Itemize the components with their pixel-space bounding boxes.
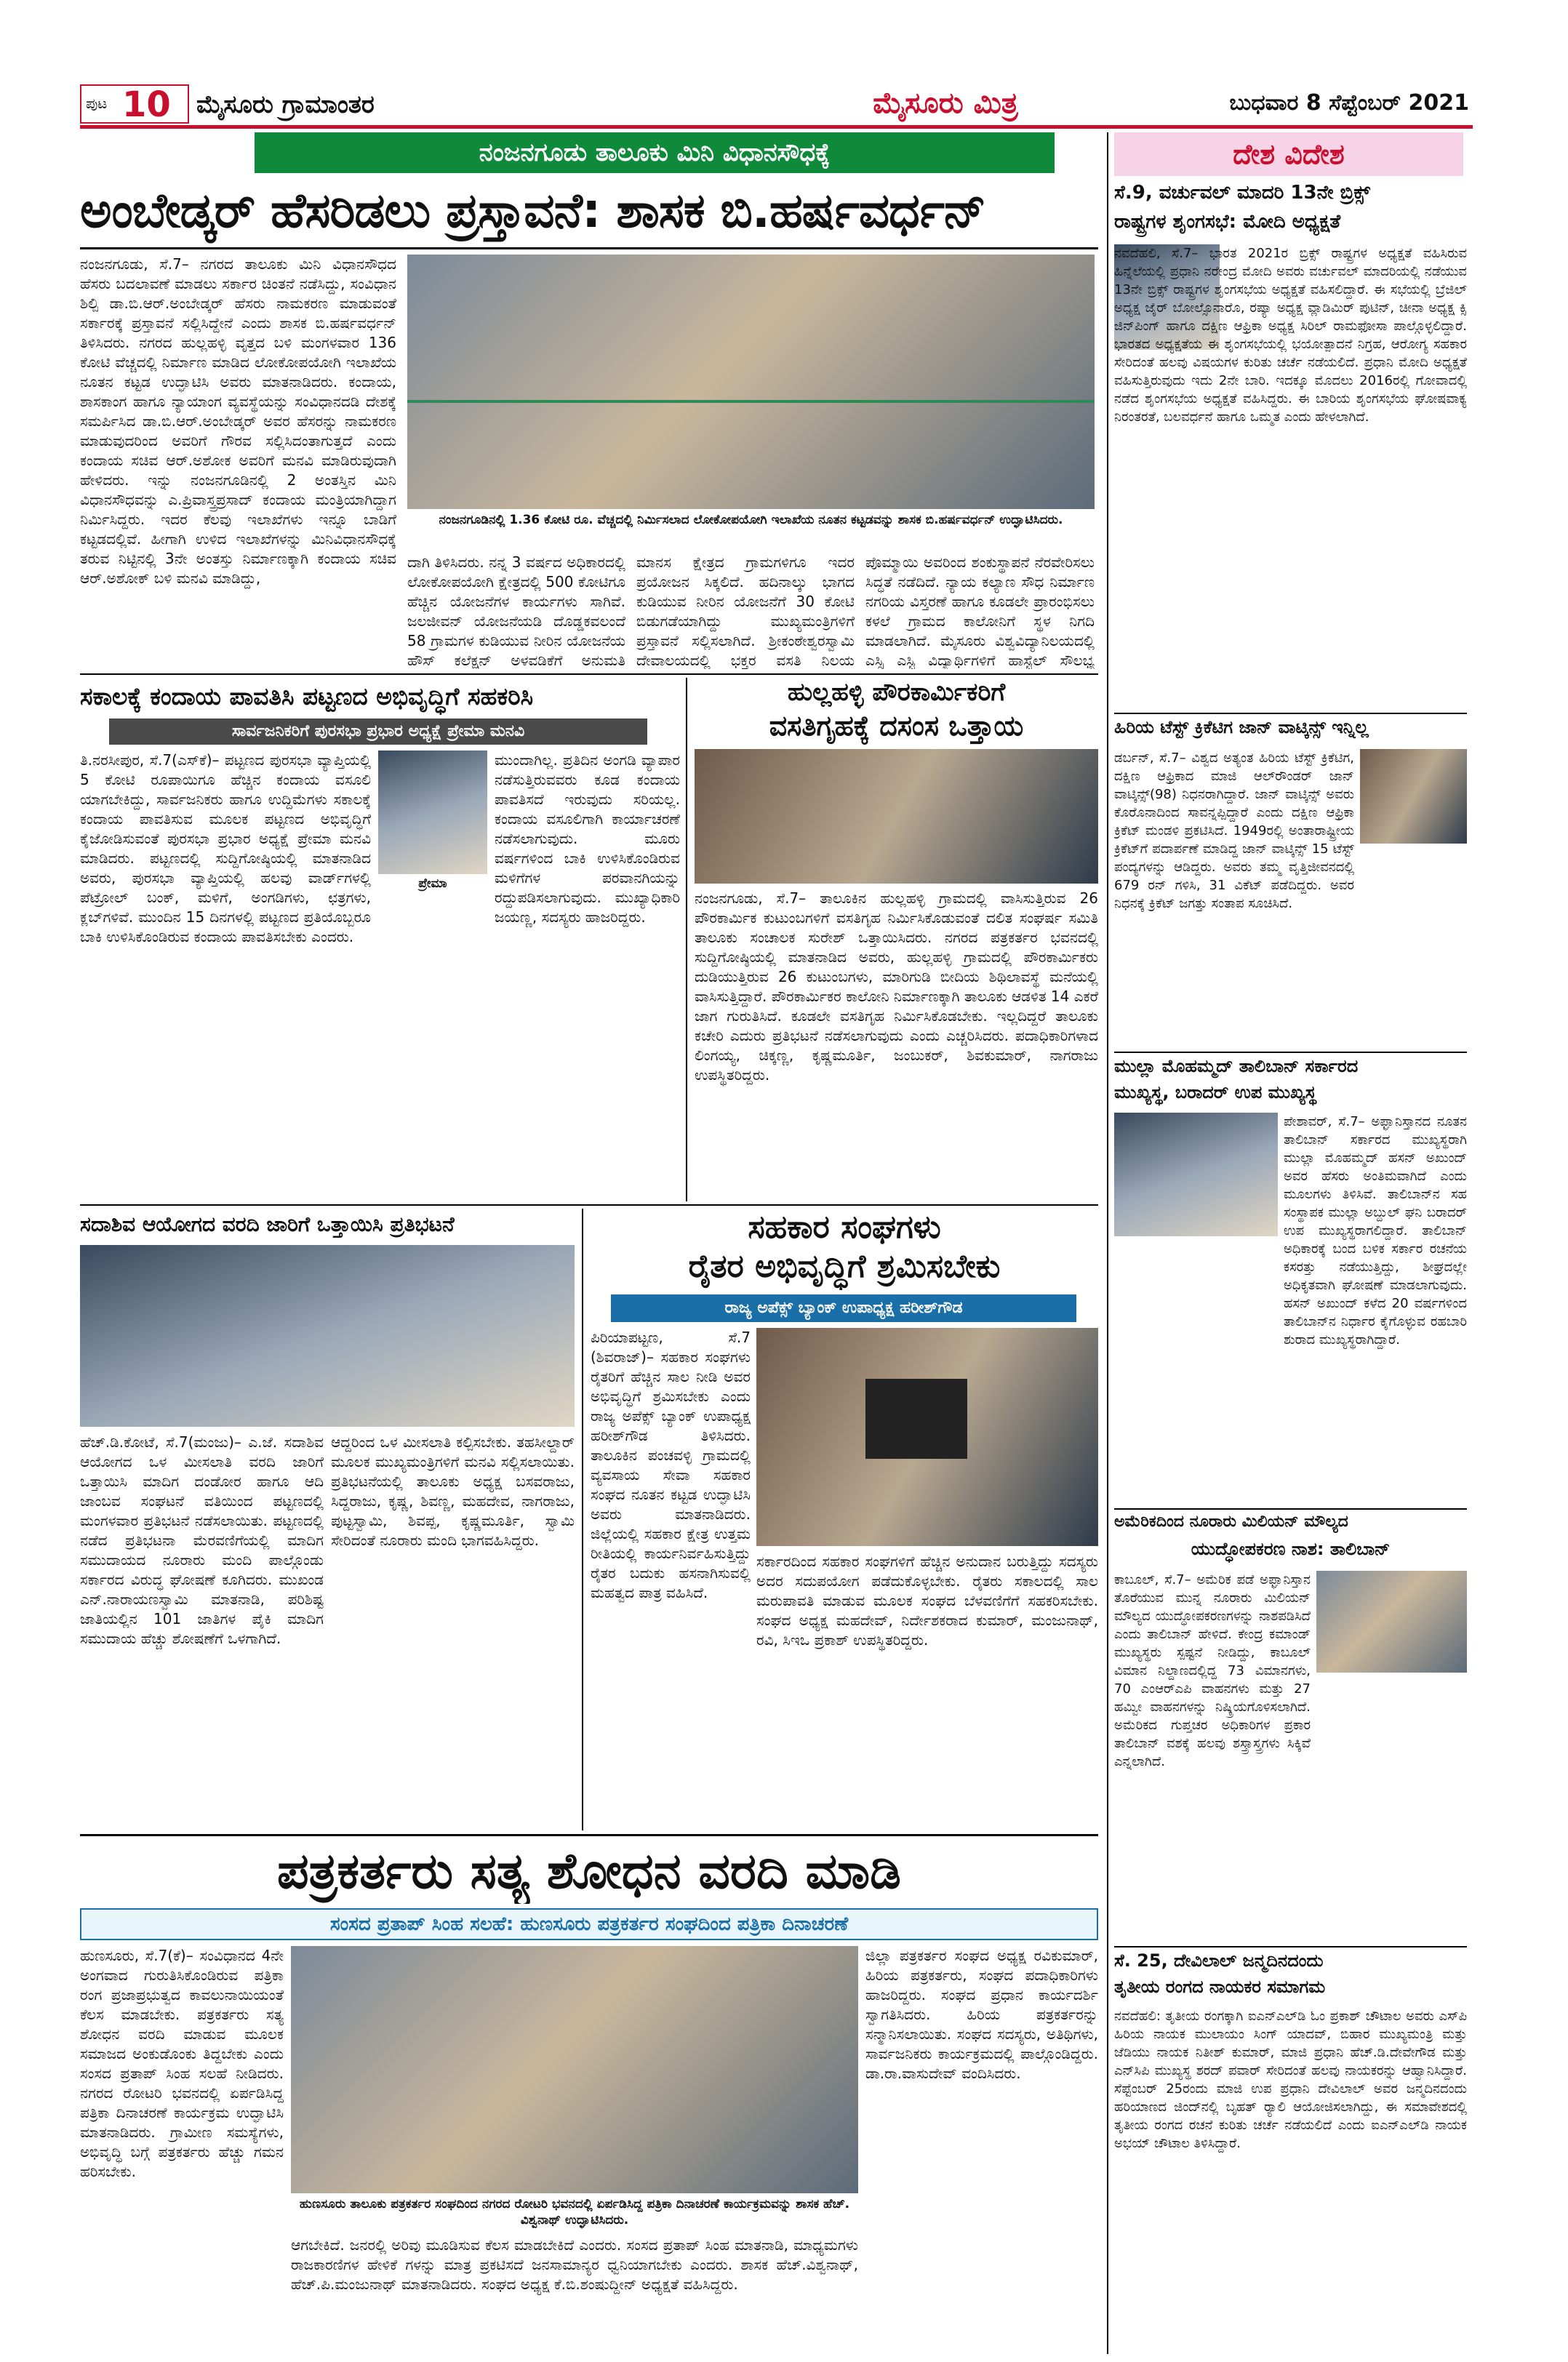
bottom-col1: ಹುಣಸೂರು, ಸೆ.7(ಕೆ)– ಸಂವಿಧಾನದ 4ನೇ ಅಂಗವಾದ ಗುರುತಿಸಿಕೊಂಡಿರುವ ಪತ್ರಿಕಾ ರಂಗ ಪ್ರಜಾಪ್ರಭುತ್ವದ ಕಾವಲುನಾಯಿಯಂತೆ ಕೆಲಸ ಮಾಡಬೇಕು. ಪತ್ರಕರ್ತರು ಸತ್ಯ ಶೋಧನ ವರದಿ ಮಾಡುವ ಮೂಲಕ ಸಮಾಜದ ಅಂಕುಡೊಂಕು ತಿದ್ದಬೇಕು ಎಂದು ಸಂಸದ ಪ್ರತಾಪ್ ಸಿಂಹ ಸಲಹೆ ನೀಡಿದರು. ನಗರದ ರೋಟರಿ ಭವನದಲ್ಲಿ ಏರ್ಪಡಿಸಿದ್ದ ಪತ್ರಿಕಾ ದಿನಾಚರಣೆ ಕಾರ್ಯಕ್ರಮ ಉದ್ಘಾಟಿಸಿ ಮಾತನಾಡಿದರು. ಗ್ರಾಮೀಣ ಸಮಸ್ಯೆಗಳು, ಅಭಿವೃದ್ಧಿ ಬಗ್ಗೆ ಪತ್ರಕರ್ತರು ಹೆಚ್ಚು ಗಮನ ಹರಿಸಬೇಕು. bbox=[80, 1947, 284, 2180]
sidebar-s1-body: ನವದೆಹಲಿ, ಸೆ.7– ಭಾರತ 2021ರ ಬ್ರಿಕ್ಸ್ ರಾಷ್ಟ್ರಗಳ ಅಧ್ಯಕ್ಷತೆ ವಹಿಸಿರುವ ಹಿನ್ನೆಲೆಯಲ್ಲಿ ಪ್ರಧಾನಿ ನರೇಂದ್ರ ಮೋದಿ ಅವರು ವರ್ಚುವಲ್ ಮಾದರಿಯಲ್ಲಿ ನಡೆಯುವ 13ನೇ ಬ್ರಿಕ್ಸ್ ರಾಷ್ಟ್ರಗಳ ಶೃಂಗಸಭೆಯ ಅಧ್ಯಕ್ಷತೆ ವಹಿಸಲಿದ್ದಾರೆ. ಈ ಸಭೆಯಲ್ಲಿ ಬ್ರೆಜಿಲ್ ಅಧ್ಯಕ್ಷ ಜೈರ್ ಬೋಲ್ಸೊನಾರೊ, ರಷ್ಯಾ ಅಧ್ಯಕ್ಷ ವ್ಲಾಡಿಮಿರ್ ಪುಟಿನ್, ಚೀನಾ ಅಧ್ಯಕ್ಷ ಕ್ಸಿ ಜಿನ್‌ಪಿಂಗ್ ಹಾಗೂ ದಕ್ಷಿಣ ಆಫ್ರಿಕಾ ಅಧ್ಯಕ್ಷ ಸಿರಿಲ್ ರಾಮಫೋಸಾ ಪಾಲ್ಗೊಳ್ಳಲಿದ್ದಾರೆ. ಭಾರತದ ಅಧ್ಯಕ್ಷತೆಯ ಈ ಶೃಂಗಸಭೆಯಲ್ಲಿ ಭಯೋತ್ಪಾದನೆ ನಿಗ್ರಹ, ಆರೋಗ್ಯ ಸಹಕಾರ ಸೇರಿದಂತೆ ಹಲವು ವಿಷಯಗಳ ಕುರಿತು ಚರ್ಚೆ ನಡೆಯಲಿದೆ. ಪ್ರಧಾನಿ ಮೋದಿ ಅಧ್ಯಕ್ಷತೆ ವಹಿಸುತ್ತಿರುವುದು ಇದು 2ನೇ ಬಾರಿ. ಇದಕ್ಕೂ ಮೊದಲು 2016ರಲ್ಲಿ ಗೋವಾದಲ್ಲಿ ನಡೆದ ಶೃಂಗಸಭೆಯ ಅಧ್ಯಕ್ಷತೆ ವಹಿಸಿದ್ದರು. ಈ ಬಾರಿಯ ಶೃಂಗಸಭೆಯ ಘೋಷವಾಕ್ಯ ನಿರಂತರತೆ, ಬಲವರ್ಧನೆ ಹಾಗೂ ಒಮ್ಮತ ಎಂದು ಹೇಳಲಾಗಿದೆ. bbox=[1114, 246, 1467, 425]
lead-col2: ದಾಗಿ ತಿಳಿಸಿದರು. ನನ್ನ 3 ವರ್ಷದ ಅಧಿಕಾರದಲ್ಲಿ ಲೋಕೋಪಯೋಗಿ ಕ್ಷೇತ್ರದಲ್ಲಿ 500 ಕೋಟಿಗೂ ಹೆಚ್ಚಿನ ಯೋಜನೆಗಳ ಕಾರ್ಯಗಳು ಸಾಗಿವೆ. ಜಲಜೀವನ್ ಯೋಜನೆಯಡಿ ದೊಡ್ಡಕವಲಂದೆ 58 ಗ್ರಾಮಗಳ ಕುಡಿಯುವ ನೀರಿನ ಯೋಜನೆಯ ಹೌಸ್ ಕಲೆಕ್ಷನ್ ಅಳವಡಿಕೆಗೆ ಅನುಮತಿ bbox=[407, 553, 625, 669]
story-left2-body2: ಆದ್ದರಿಂದ ಒಳ ಮೀಸಲಾತಿ ಕಲ್ಪಿಸಬೇಕು. ತಹಸೀಲ್ದಾರ್ ಮೂಲಕ ಮುಖ್ಯಮಂತ್ರಿಗಳಿಗೆ ಮನವಿ ಸಲ್ಲಿಸಲಾಯಿತು. ಪ್ರತಿಭಟನೆಯಲ್ಲಿ ತಾಲೂಕು ಅಧ್ಯಕ್ಷ ಬಸವರಾಜು, ಸಿದ್ದರಾಜು, ಕೃಷ್ಣ, ಶಿವಣ್ಣ, ಮಹದೇವ, ನಾಗರಾಜು, ಪುಟ್ಟಸ್ವಾಮಿ, ಶಿವಪ್ಪ, ಕೃಷ್ಣಮೂರ್ತಿ, ಸ್ವಾಮಿ ಸೇರಿದಂತೆ ನೂರಾರು ಮಂದಿ ಭಾಗವಹಿಸಿದ್ದರು. bbox=[331, 1433, 575, 1549]
premala-portrait-caption: ಪ್ರೇಮಾ bbox=[418, 876, 447, 891]
sidebar-div-2 bbox=[1114, 1052, 1467, 1053]
sidebar-banner: ದೇಶ ವಿದೇಶ bbox=[1114, 132, 1463, 176]
story-mid1-headline-l1: ಹುಲ್ಲಹಳ್ಳಿ ಪೌರಕಾರ್ಮಿಕರಿಗೆ bbox=[787, 678, 1006, 707]
sidebar-s2-body: ಡರ್ಬನ್, ಸೆ.7– ವಿಶ್ವದ ಅತ್ಯಂತ ಹಿರಿಯ ಟೆಸ್ಟ್ ಕ್ರಿಕೆಟಿಗ, ದಕ್ಷಿಣ ಆಫ್ರಿಕಾದ ಮಾಜಿ ಆಲ್‌ರೌಂಡರ್ ಜಾನ್ ವಾಟ್ಕಿನ್ಸ್(98) ನಿಧನರಾಗಿದ್ದಾರೆ. ಜಾನ್ ವಾಟ್ಕಿನ್ಸ್ ಅವರು ಕೊರೊನಾದಿಂದ ಸಾವನ್ನಪ್ಪಿದ್ದಾರೆ ಎಂದು ದಕ್ಷಿಣ ಆಫ್ರಿಕಾ ಕ್ರಿಕೆಟ್ ಮಂಡಳಿ ಪ್ರಕಟಿಸಿದೆ. 1949ರಲ್ಲಿ ಅಂತಾರಾಷ್ಟ್ರೀಯ ಕ್ರಿಕೆಟ್‌ಗೆ ಪದಾರ್ಪಣೆ ಮಾಡಿದ್ದ ಜಾನ್ ವಾಟ್ಕಿನ್ಸ್ 15 ಟೆಸ್ಟ್ ಪಂದ್ಯಗಳನ್ನು ಆಡಿದ್ದರು. ಅವರು ತಮ್ಮ ವೃತ್ತಿಜೀವನದಲ್ಲಿ 679 ರನ್ ಗಳಿಸಿ, 31 ವಿಕೆಟ್ ಪಡೆದಿದ್ದರು. ಅವರ ನಿಧನಕ್ಕೆ ಕ್ರಿಕೆಟ್ ಜಗತ್ತು ಸಂತಾಪ ಸೂಚಿಸಿದೆ. bbox=[1114, 750, 1354, 911]
bottom-photo bbox=[291, 1946, 858, 2193]
story-left1-body2: ಮುಂದಾಗಿಲ್ಲ. ಪ್ರತಿದಿನ ಅಂಗಡಿ ವ್ಯಾಪಾರ ನಡೆಸುತ್ತಿರುವವರು ಕೂಡ ಕಂದಾಯ ಪಾವತಿಸದೆ ಇರುವುದು ಸರಿಯಲ್ಲ. ಕಂದಾಯ ವಸೂಲಿಗಾಗಿ ಕಾರ್ಯಾಚರಣೆ ನಡೆಸಲಾಗುವುದು. ಮೂರು ವರ್ಷಗಳಿಂದ ಬಾಕಿ ಉಳಿಸಿಕೊಂಡಿರುವ ಮಳಿಗೆಗಳ ಪರವಾನಗಿಯನ್ನು ರದ್ದುಪಡಿಸಲಾಗುವುದು. ಮುಖ್ಯಾಧಿಕಾರಿ ಜಯಣ್ಣ, ಸದಸ್ಯರು ಹಾಜರಿದ್ದರು. bbox=[495, 751, 680, 926]
page-number-box bbox=[80, 84, 189, 124]
page-label: ಪುಟ bbox=[86, 95, 108, 112]
lead-col3: ಮಾನಸ ಕ್ಷೇತ್ರದ ಗ್ರಾಮಗಳಿಗೂ ಇದರ ಪ್ರಯೋಜನ ಸಿಕ್ಕಲಿದೆ. ಹದಿನಾಲ್ಕು ಭಾಗದ ಕುಡಿಯುವ ನೀರಿನ ಯೋಜನೆಗೆ 30 ಕೋಟಿ ಬಿಡುಗಡೆಯಾಗಿದ್ದು ಮುಖ್ಯಮಂತ್ರಿಗಳಿಗೆ ಪ್ರಸ್ತಾವನೆ ಸಲ್ಲಿಸಲಾಗಿದೆ. ಶ್ರೀಕಂಠೇಶ್ವರಸ್ವಾಮಿ ದೇವಾಲಯದಲ್ಲಿ ಭಕ್ತರ ವಸತಿ ನಿಲಯ bbox=[636, 553, 855, 669]
story-left2-headline: ಸದಾಶಿವ ಆಯೋಗದ ವರದಿ ಜಾರಿಗೆ ಒತ್ತಾಯಿಸಿ ಪ್ರತಿಭಟನೆ bbox=[80, 1212, 455, 1236]
sidebar-s3-body: ಪೇಶಾವರ್, ಸೆ.7– ಅಫ್ಘಾನಿಸ್ತಾನದ ನೂತನ ತಾಲಿಬಾನ್ ಸರ್ಕಾರದ ಮುಖ್ಯಸ್ಥರಾಗಿ ಮುಲ್ಲಾ ಮೊಹಮ್ಮದ್ ಹಸನ್ ಅಖುಂದ್ ಅವರ ಹೆಸರು ಅಂತಿಮವಾಗಿದೆ ಎಂದು ಮೂಲಗಳು ತಿಳಿಸಿವೆ. ತಾಲಿಬಾನ್‌ನ ಸಹ ಸಂಸ್ಥಾಪಕ ಮುಲ್ಲಾ ಅಬ್ದುಲ್ ಘನಿ ಬರಾದರ್ ಉಪ ಮುಖ್ಯಸ್ಥರಾಗಲಿದ್ದಾರೆ. ತಾಲಿಬಾನ್ ಅಧಿಕಾರಕ್ಕೆ ಬಂದ ಬಳಿಕ ಸರ್ಕಾರ ರಚನೆಯ ಕಸರತ್ತು ನಡೆಯುತ್ತಿದ್ದು, ಶೀಘ್ರದಲ್ಲೇ ಅಧಿಕೃತವಾಗಿ ಘೋಷಣೆ ಮಾಡಲಾಗುವುದು. ಹಸನ್ ಅಖುಂದ್ ಕಳೆದ 20 ವರ್ಷಗಳಿಂದ ತಾಲಿಬಾನ್‌ನ ನಿರ್ಧಾರ ಕೈಗೊಳ್ಳುವ ರಹಬಾರಿ ಶುರಾದ ಮುಖ್ಯಸ್ಥರಾಗಿದ್ದಾರೆ. bbox=[1284, 1114, 1467, 1348]
sidebar-s2-headline: ಹಿರಿಯ ಟೆಸ್ಟ್ ಕ್ರಿಕೆಟಿಗ ಜಾನ್ ವಾಟ್ಕಿನ್ಸ್ ಇನ್ನಿಲ್ಲ bbox=[1114, 717, 1369, 737]
bottom-photo-caption: ಹುಣಸೂರು ತಾಲೂಕು ಪತ್ರಕರ್ತರ ಸಂಘದಿಂದ ನಗರದ ರೋಟರಿ ಭವನದಲ್ಲಿ ಏರ್ಪಡಿಸಿದ್ದ ಪತ್ರಿಕಾ ದಿನಾಚರಣೆ ಕಾರ್ಯಕ್ರಮವನ್ನು ಶಾಸಕ ಹೆಚ್. ವಿಶ್ವನಾಥ್ ಉದ್ಘಾಟಿಸಿದರು. bbox=[299, 2197, 850, 2227]
page-number: 10 bbox=[122, 84, 171, 124]
story-left1-headline: ಸಕಾಲಕ್ಕೆ ಕಂದಾಯ ಪಾವತಿಸಿ ಪಟ್ಟಣದ ಅಭಿವೃದ್ಧಿಗೆ ಸಹಕರಿಸಿ bbox=[80, 682, 534, 710]
lead-photo-caption: ನಂಜನಗೂಡಿನಲ್ಲಿ 1.36 ಕೋಟಿ ರೂ. ವೆಚ್ಚದಲ್ಲಿ ನಿರ್ಮಿಸಲಾದ ಲೋಕೋಪಯೋಗಿ ಇಲಾಖೆಯ ನೂತನ ಕಟ್ಟಡವನ್ನು ಶಾಸಕ ಬಿ.ಹರ್ಷವರ್ಧನ್ ಉದ್ಘಾಟಿಸಿದರು. bbox=[439, 513, 1063, 527]
masthead bbox=[80, 84, 1473, 124]
sidebar-s5-headline-l1: ಸೆ. 25, ದೇವಿಲಾಲ್ ಜನ್ಮದಿನದಂದು bbox=[1114, 1950, 1324, 1971]
divider-mid bbox=[80, 1204, 1098, 1206]
bottom-col3: ಜಿಲ್ಲಾ ಪತ್ರಕರ್ತರ ಸಂಘದ ಅಧ್ಯಕ್ಷ ರವಿಕುಮಾರ್, ಹಿರಿಯ ಪತ್ರಕರ್ತರು, ಸಂಘದ ಪದಾಧಿಕಾರಿಗಳು ಹಾಜರಿದ್ದರು. ಸಂಘದ ಪ್ರಧಾನ ಕಾರ್ಯದರ್ಶಿ ಸ್ವಾಗತಿಸಿದರು. ಹಿರಿಯ ಪತ್ರಕರ್ತರನ್ನು ಸನ್ಮಾನಿಸಲಾಯಿತು. ಸಂಘದ ಸದಸ್ಯರು, ಅತಿಥಿಗಳು, ಸಾರ್ವಜನಿಕರು ಕಾರ್ಯಕ್ರಮದಲ್ಲಿ ಪಾಲ್ಗೊಂಡಿದ್ದರು. ಡಾ.ರಾ.ವಾಸುದೇವ್ ವಂದಿಸಿದರು. bbox=[865, 1947, 1098, 2082]
premala-portrait bbox=[378, 750, 487, 874]
section-title: ಮೈಸೂರು ಗ್ರಾಮಾಂತರ bbox=[196, 90, 375, 119]
masthead-rule bbox=[80, 125, 1473, 129]
story-left1-subhead: ಸಾರ್ವಜನಿಕರಿಗೆ ಪುರಸಭಾ ಪ್ರಭಾರ ಅಧ್ಯಕ್ಷೆ ಪ್ರೇಮಾ ಮನವಿ bbox=[109, 718, 647, 745]
sidebar-s4-headline-l1: ಅಮೆರಿಕದಿಂದ ನೂರಾರು ಮಿಲಿಯನ್ ಮೌಲ್ಯದ bbox=[1114, 1513, 1348, 1531]
divider-bottom bbox=[80, 1834, 1098, 1836]
lead-kicker: ನಂಜನಗೂಡು ತಾಲೂಕು ಮಿನಿ ವಿಧಾನಸೌಧಕ್ಕೆ bbox=[255, 132, 1055, 173]
lead-col4-visible: ಪೊಮ್ಮಾಯಿ ಅವರಿಂದ ಶಂಕುಸ್ಥಾಪನೆ ನೆರವೇರಿಸಲು ಸಿದ್ಧತೆ ನಡೆದಿದೆ. ನ್ಯಾಯ ಕಲ್ಯಾಣ ಸೌಧ ನಿರ್ಮಾಣ ನಗರಿಯ ವಿಸ್ತರಣೆ ಹಾಗೂ ಕೂಡಲೇ ಪ್ರಾರಂಭಿಸಲು ಕಳಲೆ ಗ್ರಾಮದ ಕಾಲೋನಿಗೆ ಸ್ಥಳ ನಿಗದಿ ಮಾಡಲಾಗಿದೆ. ಮೈಸೂರು ವಿಶ್ವವಿದ್ಯಾನಿಲಯದಲ್ಲಿ ಎಸ್ಸಿ ಎಸ್ಟಿ ವಿದ್ಯಾರ್ಥಿಗಳಿಗೆ ಹಾಸ್ಟೆಲ್ ಸೌಲಭ್ಯ bbox=[865, 553, 1095, 669]
lead-col1: ನಂಜನಗೂಡು, ಸೆ.7– ನಗರದ ತಾಲೂಕು ಮಿನಿ ವಿಧಾನಸೌಧದ ಹೆಸರು ಬದಲಾವಣೆ ಮಾಡಲು ಸರ್ಕಾರ ಚಿಂತನೆ ನಡೆಸಿದ್ದು, ಸಂವಿಧಾನ ಶಿಲ್ಪಿ ಡಾ.ಬಿ.ಆರ್.ಅಂಬೇಡ್ಕರ್ ಹೆಸರು ನಾಮಕರಣ ಮಾಡುವಂತೆ ಸರ್ಕಾರಕ್ಕೆ ಪ್ರಸ್ತಾವನೆ ಸಲ್ಲಿಸಿದ್ದೇನೆ ಎಂದು ಶಾಸಕ ಬಿ.ಹರ್ಷವರ್ಧನ್ ತಿಳಿಸಿದರು. ನಗರದ ಹುಲ್ಲಹಳ್ಳಿ ವೃತ್ತದ ಬಳಿ ಮಂಗಳವಾರ 136 ಕೋಟಿ ವೆಚ್ಚದಲ್ಲಿ ನಿರ್ಮಾಣ ಮಾಡಿದ ಲೋಕೋಪಯೋಗಿ ಇಲಾಖೆಯ ನೂತನ ಕಟ್ಟಡ ಉದ್ಘಾಟಿಸಿ ಅವರು ಮಾತನಾಡಿದರು. ಕಂದಾಯ, ಶಾಸಕಾಂಗ ಹಾಗೂ ನ್ಯಾಯಾಂಗ ವ್ಯವಸ್ಥೆಯನ್ನು ಸಂವಿಧಾನದಡಿ ದೇಶಕ್ಕೆ ಸಮರ್ಪಿಸಿದ ಡಾ.ಬಿ.ಆರ್.ಅಂಬೇಡ್ಕರ್ ಅವರ ಹೆಸರನ್ನು ನಾಮಕರಣ ಮಾಡುವುದರಿಂದ ಅವರಿಗೆ ಗೌರವ ಸಲ್ಲಿಸಿದಂತಾಗುತ್ತದೆ ಎಂದು ಕಂದಾಯ ಸಚಿವ ಆರ್.ಅಶೋಕ ಅವರಿಗೆ ಮನವಿ ಮಾಡಿರುವುದಾಗಿ ಹೇಳಿದರು. ಇನ್ನು ನಂಜನಗೂಡಿನಲ್ಲಿ 2 ಅಂತಸ್ತಿನ ಮಿನಿ ವಿಧಾನಸೌಧವನ್ನು ಎ.ಪ್ರಿವಾಸ್ತ್ರಪ್ರಸಾದ್ ಕಂದಾಯ ಮಂತ್ರಿಯಾಗಿದ್ದಾಗ ನಿರ್ಮಿಸಿದ್ದರು. ಇದರ ಕೆಲವು ಇಲಾಖೆಗಳು ಇನ್ನೂ ಬಾಡಿಗೆ ಕಟ್ಟಡದಲ್ಲಿವೆ. ಹೀಗಾಗಿ ಉಳಿದ ಇಲಾಖೆಗಳನ್ನು ಮಿನಿವಿಧಾನಸೌಧಕ್ಕೆ ತರುವ ನಿಟ್ಟಿನಲ್ಲಿ 3ನೇ ಅಂತಸ್ತು ನಿರ್ಮಾಣಕ್ಕಾಗಿ ಕಂದಾಯ ಸಚಿವ ಆರ್.ಅಶೋಕ್ ಬಳಿ ಮನವಿ ಮಾಡಿದ್ದು, bbox=[80, 255, 396, 587]
sidebar-s5-headline-l2: ತೃತೀಯ ರಂಗದ ನಾಯಕರ ಸಮಾಗಮ bbox=[1114, 1977, 1326, 1997]
taliban-photo bbox=[1114, 1113, 1278, 1236]
lead-photo bbox=[407, 255, 1095, 509]
story-mid1-headline-l2: ವಸತಿಗೃಹಕ್ಕೆ ದಸಂಸ ಒತ್ತಾಯ bbox=[769, 710, 1024, 742]
protest-photo bbox=[80, 1245, 575, 1427]
story-left2-body1: ಹೆಚ್.ಡಿ.ಕೋಟೆ, ಸೆ.7(ಮಂಜು)– ಎ.ಜೆ. ಸದಾಶಿವ ಆಯೋಗದ ಒಳ ಮೀಸಲಾತಿ ವರದಿ ಜಾರಿಗೆ ಒತ್ತಾಯಿಸಿ ಮಾದಿಗ ದಂಡೋರ ಹಾಗೂ ಆದಿ ಜಾಂಬವ ಸಂಘಟನೆ ವತಿಯಿಂದ ಪಟ್ಟಣದಲ್ಲಿ ಮಂಗಳವಾರ ಪ್ರತಿಭಟನೆ ನಡೆಸಲಾಯಿತು. ಪಟ್ಟಣದಲ್ಲಿ ನಡೆದ ಪ್ರತಿಭಟನಾ ಮೆರವಣಿಗೆಯಲ್ಲಿ ಮಾದಿಗ ಸಮುದಾಯದ ನೂರಾರು ಮಂದಿ ಪಾಲ್ಗೊಂಡು ಸರ್ಕಾರದ ವಿರುದ್ಧ ಘೋಷಣೆ ಕೂಗಿದರು. ಮುಖಂಡ ಎನ್.ನಾರಾಯಣಸ್ವಾಮಿ ಮಾತನಾಡಿ, ಪರಿಶಿಷ್ಟ ಜಾತಿಯಲ್ಲಿನ 101 ಜಾತಿಗಳ ಪೈಕಿ ಮಾದಿಗ ಸಮುದಾಯ ಹೆಚ್ಚು ಶೋಷಣೆಗೆ ಒಳಗಾಗಿದೆ. bbox=[80, 1433, 324, 1647]
bottom-subhead: ಸಂಸದ ಪ್ರತಾಪ್ ಸಿಂಹ ಸಲಹೆ: ಹುಣಸೂರು ಪತ್ರಕರ್ತರ ಸಂಘದಿಂದ ಪತ್ರಿಕಾ ದಿನಾಚರಣೆ bbox=[80, 1908, 1098, 1940]
story-mid1-photo bbox=[695, 749, 1098, 884]
divider-lead bbox=[80, 673, 1098, 675]
plaque-graphic bbox=[865, 1379, 967, 1459]
col-divider-1 bbox=[686, 678, 687, 1201]
bottom-headline: ಪತ್ರಕರ್ತರು ಸತ್ಯ ಶೋಧನ ವರದಿ ಮಾಡಿ bbox=[277, 1843, 901, 1900]
issue-date: ಬುಧವಾರ 8 ಸೆಪ್ಟೆಂಬರ್ 2021 bbox=[1229, 90, 1469, 116]
story-mid2-headline-l1: ಸಹಕಾರ ಸಂಘಗಳು bbox=[748, 1209, 941, 1246]
lead-rule bbox=[80, 247, 1098, 249]
watkins-portrait bbox=[1360, 749, 1467, 844]
lead-headline: ಅಂಬೇಡ್ಕರ್ ಹೆಸರಿಡಲು ಪ್ರಸ್ತಾವನೆ: ಶಾಸಕ ಬಿ.ಹರ್ಷವರ್ಧನ್ bbox=[80, 183, 986, 239]
aircraft-photo bbox=[1316, 1571, 1467, 1673]
sidebar-s3-headline-l1: ಮುಲ್ಲಾ ಮೊಹಮ್ಮದ್ ತಾಲಿಬಾನ್ ಸರ್ಕಾರದ bbox=[1114, 1056, 1359, 1076]
bottom-col2: ಆಗಬೇಕಿದೆ. ಜನರಲ್ಲಿ ಅರಿವು ಮೂಡಿಸುವ ಕೆಲಸ ಮಾಡಬೇಕಿದೆ ಎಂದರು. ಸಂಸದ ಪ್ರತಾಪ್ ಸಿಂಹ ಮಾತನಾಡಿ, ಮಾಧ್ಯಮಗಳು ರಾಜಕಾರಣಿಗಳ ಹೇಳಿಕೆ ಗಳನ್ನು ಮಾತ್ರ ಪ್ರಕಟಿಸದೆ ಜನಸಾಮಾನ್ಯರ ಧ್ವನಿಯಾಗಬೇಕು ಎಂದರು. ಶಾಸಕ ಹೆಚ್.ವಿಶ್ವನಾಥ್, ಹೆಚ್.ಪಿ.ಮಂಜುನಾಥ್ ಮಾತನಾಡಿದರು. ಸಂಘದ ಅಧ್ಯಕ್ಷ ಕೆ.ಬಿ.ಶಂಷುದ್ದೀನ್ ಅಧ್ಯಕ್ಷತೆ ವಹಿಸಿದ್ದರು. bbox=[291, 2236, 858, 2293]
story-mid2-headline-l2: ರೈತರ ಅಭಿವೃದ್ಧಿಗೆ ಶ್ರಮಿಸಬೇಕು bbox=[688, 1248, 1001, 1285]
story-mid2-subhead: ರಾಜ್ಯ ಅಪೆಕ್ಸ್ ಬ್ಯಾಂಕ್ ಉಪಾಧ್ಯಕ್ಷ ಹರೀಶ್‌ಗೌಡ bbox=[611, 1294, 1076, 1322]
sidebar-s3-headline-l2: ಮುಖ್ಯಸ್ಥ, ಬರಾದರ್ ಉಪ ಮುಖ್ಯಸ್ಥ bbox=[1114, 1082, 1316, 1102]
sidebar-s4-headline-l2: ಯುದ್ಧೋಪಕರಣ ನಾಶ: ತಾಲಿಬಾನ್ bbox=[1191, 1539, 1391, 1559]
sidebar-s5-body: ನವದೆಹಲಿ: ತೃತೀಯ ರಂಗಕ್ಕಾಗಿ ಐಎನ್‌ಎಲ್‌ಡಿ ಓಂ ಪ್ರಕಾಶ್ ಚೌಟಾಲ ಅವರು ಎಸ್‌ಪಿ ಹಿರಿಯ ನಾಯಕ ಮುಲಾಯಂ ಸಿಂಗ್ ಯಾದವ್, ಬಿಹಾರ ಮುಖ್ಯಮಂತ್ರಿ ಮತ್ತು ಜೆಡಿಯು ನಾಯಕ ನಿತೀಶ್ ಕುಮಾರ್, ಮಾಜಿ ಪ್ರಧಾನಿ ಹೆಚ್.ಡಿ.ದೇವೇಗೌಡ ಮತ್ತು ಎನ್‌ಸಿಪಿ ಮುಖ್ಯಸ್ಥ ಶರದ್ ಪವಾರ್ ಸೇರಿದಂತೆ ಹಲವು ನಾಯಕರನ್ನು ಆಹ್ವಾನಿಸಿದ್ದಾರೆ. ಸೆಪ್ಟೆಂಬರ್ 25ರಂದು ಮಾಜಿ ಉಪ ಪ್ರಧಾನಿ ದೇವಿಲಾಲ್ ಅವರ ಜನ್ಮದಿನದಂದು ಹರಿಯಾಣದ ಜಿಂದ್‌ನಲ್ಲಿ ಬೃಹತ್ ರ್‍ಯಾಲಿ ಆಯೋಜಿಸಲಾಗಿದ್ದು, ಈ ಸಮಾವೇಶದಲ್ಲಿ ತೃತೀಯ ರಂಗದ ರಚನೆ ಕುರಿತು ಚರ್ಚೆ ನಡೆಯಲಿದೆ ಎಂದು ಐಎನ್‌ಎಲ್‌ಡಿ ನಾಯಕ ಅಭಯ್ ಚೌಟಾಲ ತಿಳಿಸಿದ್ದಾರೆ. bbox=[1114, 2009, 1467, 2151]
paper-logo: ಮೈಸೂರು ಮಿತ್ರ bbox=[873, 86, 1018, 120]
plaque-photo bbox=[756, 1328, 1098, 1546]
sidebar-div-1 bbox=[1114, 713, 1467, 714]
ribbon-cutting-graphic bbox=[407, 400, 1095, 403]
sidebar-div-3 bbox=[1114, 1508, 1467, 1510]
col-divider-2 bbox=[582, 1209, 583, 1830]
story-mid2-body1: ಪಿರಿಯಾಪಟ್ಟಣ, ಸೆ.7 (ಶಿವರಾಜ್)– ಸಹಕಾರ ಸಂಘಗಳು ರೈತರಿಗೆ ಹೆಚ್ಚಿನ ಸಾಲ ನೀಡಿ ಅವರ ಅಭಿವೃದ್ಧಿಗೆ ಶ್ರಮಿಸಬೇಕು ಎಂದು ರಾಜ್ಯ ಅಪೆಕ್ಸ್ ಬ್ಯಾಂಕ್ ಉಪಾಧ್ಯಕ್ಷ ಹರೀಶ್‌ಗೌಡ ತಿಳಿಸಿದರು. ತಾಲೂಕಿನ ಪಂಚವಳ್ಳಿ ಗ್ರಾಮದಲ್ಲಿ ವ್ಯವಸಾಯ ಸೇವಾ ಸಹಕಾರ ಸಂಘದ ನೂತನ ಕಟ್ಟಡ ಉದ್ಘಾಟಿಸಿ ಅವರು ಮಾತನಾಡಿದರು. ಜಿಲ್ಲೆಯಲ್ಲಿ ಸಹಕಾರ ಕ್ಷೇತ್ರ ಉತ್ತಮ ರೀತಿಯಲ್ಲಿ ಕಾರ್ಯನಿರ್ವಹಿಸುತ್ತಿದ್ದು ರೈತರ ಬದುಕು ಹಸನಾಗಿಸುವಲ್ಲಿ ಮಹತ್ವದ ಪಾತ್ರ ವಹಿಸಿದೆ. bbox=[591, 1329, 751, 1601]
sidebar-div-4 bbox=[1114, 1946, 1467, 1947]
story-mid2-body2: ಸರ್ಕಾರದಿಂದ ಸಹಕಾರ ಸಂಘಗಳಿಗೆ ಹೆಚ್ಚಿನ ಅನುದಾನ ಬರುತ್ತಿದ್ದು ಸದಸ್ಯರು ಅದರ ಸದುಪಯೋಗ ಪಡೆದುಕೊಳ್ಳಬೇಕು. ರೈತರು ಸಕಾಲದಲ್ಲಿ ಸಾಲ ಮರುಪಾವತಿ ಮಾಡುವ ಮೂಲಕ ಸಂಘದ ಬೆಳವಣಿಗೆಗೆ ಸಹಕರಿಸಬೇಕು. ಸಂಘದ ಅಧ್ಯಕ್ಷ ಮಹದೇವ್, ನಿರ್ದೇಶಕರಾದ ಕುಮಾರ್, ಮಂಜುನಾಥ್, ರವಿ, ಸಿಇಒ ಪ್ರಕಾಶ್ ಉಪಸ್ಥಿತರಿದ್ದರು. bbox=[756, 1553, 1098, 1649]
sidebar-s4-body: ಕಾಬೂಲ್, ಸೆ.7– ಅಮೆರಿಕ ಪಡೆ ಅಫ್ಘಾನಿಸ್ತಾನ ತೊರೆಯುವ ಮುನ್ನ ನೂರಾರು ಮಿಲಿಯನ್ ಮೌಲ್ಯದ ಯುದ್ಧೋಪಕರಣಗಳನ್ನು ನಾಶಪಡಿಸಿದೆ ಎಂದು ತಾಲಿಬಾನ್ ಹೇಳಿದೆ. ಕೇಂದ್ರ ಕಮಾಂಡ್ ಮುಖ್ಯಸ್ಥರು ಸ್ಪಷ್ಟನೆ ನೀಡಿದ್ದು, ಕಾಬೂಲ್ ವಿಮಾನ ನಿಲ್ದಾಣದಲ್ಲಿದ್ದ 73 ವಿಮಾನಗಳು, 70 ಎಂಆರ್‌ಎಪಿ ವಾಹನಗಳು ಮತ್ತು 27 ಹಮ್ವೀ ವಾಹನಗಳನ್ನು ನಿಷ್ಕ್ರಿಯಗೊಳಿಸಲಾಗಿದೆ. ಅಮೆರಿಕದ ಗುಪ್ತಚರ ಅಧಿಕಾರಿಗಳ ಪ್ರಕಾರ ತಾಲಿಬಾನ್ ವಶಕ್ಕೆ ಹಲವು ಶಸ್ತ್ರಾಸ್ತ್ರಗಳು ಸಿಕ್ಕಿವೆ ಎನ್ನಲಾಗಿದೆ. bbox=[1114, 1572, 1311, 1769]
sidebar-s1-headline-l2: ರಾಷ್ಟ್ರಗಳ ಶೃಂಗಸಭೆ: ಮೋದಿ ಅಧ್ಯಕ್ಷತೆ bbox=[1114, 211, 1341, 233]
story-mid1-body: ನಂಜನಗೂಡು, ಸೆ.7– ತಾಲೂಕಿನ ಹುಲ್ಲಹಳ್ಳಿ ಗ್ರಾಮದಲ್ಲಿ ವಾಸಿಸುತ್ತಿರುವ 26 ಪೌರಕಾರ್ಮಿಕ ಕುಟುಂಬಗಳಿಗೆ ವಸತಿಗೃಹ ನಿರ್ಮಿಸಿಕೊಡುವಂತೆ ದಲಿತ ಸಂಘರ್ಷ ಸಮಿತಿ ತಾಲೂಕು ಸಂಚಾಲಕ ಸುರೇಶ್ ಒತ್ತಾಯಿಸಿದರು. ನಗರದ ಪತ್ರಕರ್ತರ ಭವನದಲ್ಲಿ ಸುದ್ದಿಗೋಷ್ಠಿಯಲ್ಲಿ ಮಾತನಾಡಿದ ಅವರು, ಹುಲ್ಲಹಳ್ಳಿ ಗ್ರಾಮದಲ್ಲಿ ಪೌರಕಾರ್ಮಿಕರು ದುಡಿಯುತ್ತಿರುವ 26 ಕುಟುಂಬಗಳು, ಮಾರಿಗುಡಿ ಬೀದಿಯ ಶಿಥಿಲಾವಸ್ಥೆ ಮನೆಯಲ್ಲಿ ವಾಸಿಸುತ್ತಿದ್ದಾರೆ. ಪೌರಕಾರ್ಮಿಕರ ಕಾಲೋನಿ ನಿರ್ಮಾಣಕ್ಕಾಗಿ ತಾಲೂಕು ಆಡಳಿತ 14 ಎಕರೆ ಜಾಗ ಗುರುತಿಸಿದೆ. ಕೂಡಲೇ ವಸತಿಗೃಹ ನಿರ್ಮಿಸಿಕೊಡಬೇಕು. ಇಲ್ಲದಿದ್ದರೆ ತಾಲೂಕು ಕಚೇರಿ ಎದುರು ಪ್ರತಿಭಟನೆ ನಡೆಸಲಾಗುವುದು ಎಂದು ಎಚ್ಚರಿಸಿದರು. ಪದಾಧಿಕಾರಿಗಳಾದ ಲಿಂಗಯ್ಯ, ಚಿಕ್ಕಣ್ಣ, ಕೃಷ್ಣಮೂರ್ತಿ, ಜಂಬುಕರ್, ಶಿವಕುಮಾರ್, ನಾಗರಾಜು ಉಪಸ್ಥಿತರಿದ್ದರು. bbox=[695, 889, 1098, 1084]
story-left1-body1: ತಿ.ನರಸೀಪುರ, ಸೆ.7(ಎಸ್‌ಕೆ)– ಪಟ್ಟಣದ ಪುರಸಭಾ ವ್ಯಾಪ್ತಿಯಲ್ಲಿ 5 ಕೋಟಿ ರೂಪಾಯಿಗೂ ಹೆಚ್ಚಿನ ಕಂದಾಯ ವಸೂಲಿ ಯಾಗಬೇಕಿದ್ದು, ಸಾರ್ವಜನಿಕರು ಹಾಗೂ ಉದ್ದಿಮೆಗಳು ಸಕಾಲಕ್ಕೆ ಕಂದಾಯ ಪಾವತಿಸುವ ಮೂಲಕ ಪಟ್ಟಣದ ಅಭಿವೃದ್ಧಿಗೆ ಕೈಜೋಡಿಸುವಂತೆ ಪುರಸಭಾ ಪ್ರಭಾರ ಅಧ್ಯಕ್ಷೆ ಪ್ರೇಮಾ ಮನವಿ ಮಾಡಿದರು. ಪಟ್ಟಣದಲ್ಲಿ ಸುದ್ದಿಗೋಷ್ಠಿಯಲ್ಲಿ ಮಾತನಾಡಿದ ಅವರು, ಪುರಸಭಾ ವ್ಯಾಪ್ತಿಯಲ್ಲಿ ಹಲವು ವಾರ್ಡ್‌ಗಳಲ್ಲಿ ಪೆಟ್ರೋಲ್ ಬಂಕ್, ಮಳಿಗೆ, ಅಂಗಡಿಗಳು, ಛತ್ರಗಳು, ಕ್ಲಬ್‌ಗಳಿವೆ. ಮುಂದಿನ 15 ದಿನಗಳಲ್ಲಿ ಪಟ್ಟಣದ ಪ್ರತಿಯೊಬ್ಬರೂ ಬಾಕಿ ಉಳಿಸಿಕೊಂಡಿರುವ ಕಂದಾಯ ಪಾವತಿಸಬೇಕು ಎಂದರು. bbox=[80, 751, 371, 945]
sidebar-s1-headline-l1: ಸೆ.9, ವರ್ಚುವಲ್ ಮಾದರಿ 13ನೇ ಬ್ರಿಕ್ಸ್ bbox=[1114, 182, 1370, 204]
